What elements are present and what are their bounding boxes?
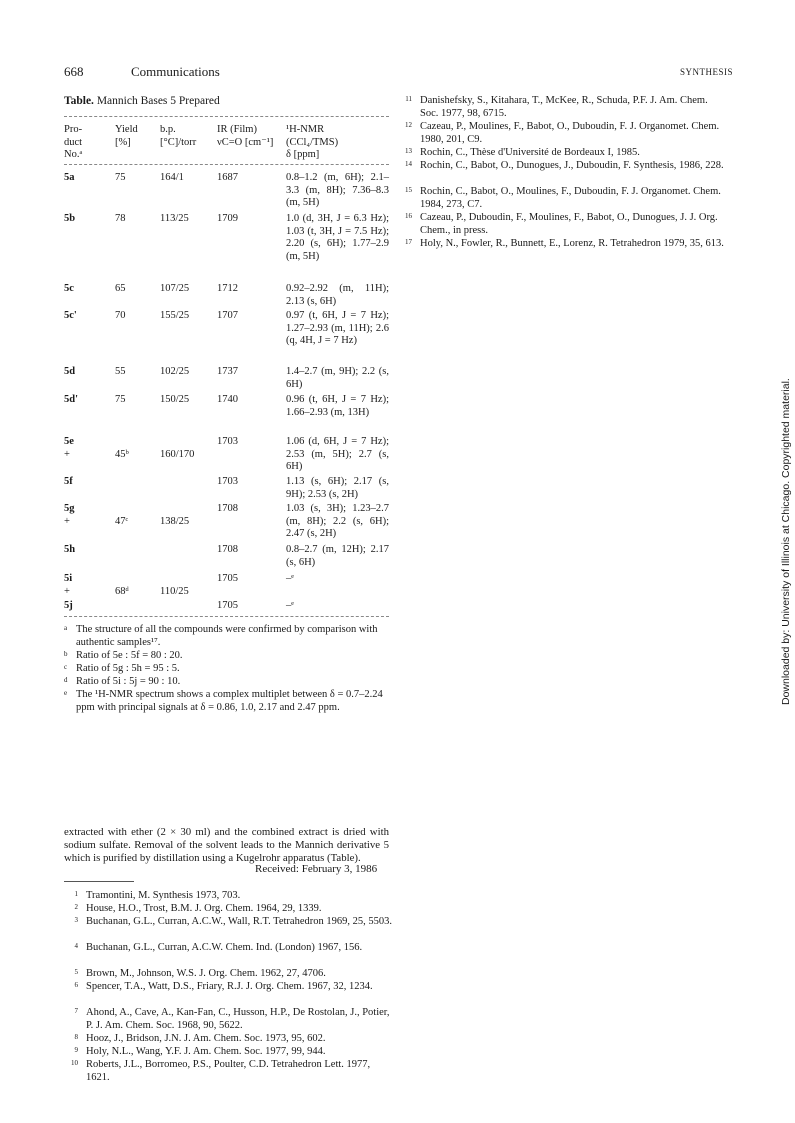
- table-footnote: [64, 663, 390, 676]
- reference-number: 8: [74, 1033, 78, 1041]
- reference-item: [398, 160, 728, 173]
- cell-product: 5f: [64, 476, 73, 487]
- cell-yield: 78: [115, 213, 126, 224]
- cell-ir: 1709: [217, 213, 238, 224]
- received-date: Received: February 3, 1986: [255, 863, 378, 875]
- reference-item: [398, 95, 728, 120]
- reference-text: Buchanan, G.L., Curran, A.C.W., Wall, R.T. Tetrahedron 1969, 25, 5503.: [86, 916, 392, 927]
- cell-product: 5d': [64, 394, 79, 405]
- reference-item: [64, 1007, 394, 1032]
- cell-bp: 113/25: [160, 213, 189, 224]
- reference-item: [64, 903, 394, 916]
- footnote-text: Ratio of 5i : 5j = 90 : 10.: [76, 676, 181, 687]
- header-ir: [217, 124, 273, 149]
- reference-number: 16: [405, 212, 412, 220]
- cell-nmr: 1.0 (d, 3H, J = 6.3 Hz); 1.03 (t, 3H, J = 7.5 Hz); 2.20 (s, 6H); 1.77–2.9 (m, 5H): [286, 213, 389, 262]
- footnote-mark: b: [64, 650, 68, 658]
- cell-ir: 1707: [217, 310, 238, 321]
- footnote-text: The structure of all the compounds were confirmed by comparison with authentic samples¹⁷.: [76, 624, 378, 648]
- body-paragraph: extracted with ether (2 × 30 ml) and the combined extract is dried with sodium sulfate. Removal of the solvent leads to the Mannich derivative 5 which is purified by distillation using a Kugelrohr apparatus (Table).: [64, 826, 389, 864]
- journal-name: SYNTHESIS: [680, 67, 734, 77]
- header-product-line: duct: [64, 136, 83, 148]
- header-product-line: No.ᵃ: [64, 149, 83, 160]
- cell-product: 5a: [64, 172, 75, 183]
- reference-item: [64, 942, 394, 955]
- reference-item: [64, 1033, 394, 1046]
- cell-nmr: 0.97 (t, 6H, J = 7 Hz); 1.27–2.93 (m, 11H); 2.6 (q, 4H, J = 7 Hz): [286, 310, 389, 346]
- reference-number: 12: [405, 121, 412, 129]
- reference-number: 5: [74, 968, 78, 976]
- footnote-text: The ¹H-NMR spectrum shows a complex multiplet between δ = 0.7–2.24 ppm with principal signals at δ = 0.86, 1.0, 2.17 and 2.47 ppm.: [76, 689, 383, 713]
- reference-number: 11: [405, 95, 412, 103]
- cell-nmr: 0.8–2.7 (m, 12H); 2.17 (s, 6H): [286, 544, 389, 568]
- table-caption: [64, 95, 220, 107]
- cell-nmr: 1.03 (s, 3H); 1.23–2.7 (m, 8H); 2.2 (s, 6H); 2.47 (s, 2H): [286, 503, 389, 539]
- reference-text: Rochin, C., Babot, O., Moulines, F., Duboudin, F. J. Organomet. Chem. 1984, 273, C7.: [420, 186, 721, 210]
- cell-nmr: 0.96 (t, 6H, J = 7 Hz); 1.66–2.93 (m, 13H): [286, 394, 389, 418]
- cell-nmr: 0.92–2.92 (m, 11H); 2.13 (s, 6H): [286, 283, 389, 307]
- cell-nmr: 1.4–2.7 (m, 9H); 2.2 (s, 6H): [286, 366, 389, 390]
- cell-ir: 1708: [217, 503, 238, 514]
- reference-text: Rochin, C., Babot, O., Dunogues, J., Duboudin, F. Synthesis, 1986, 228.: [420, 160, 724, 171]
- cell-ir: 1687: [217, 172, 238, 183]
- footnote-mark: d: [64, 676, 68, 684]
- header-yield-line: [%]: [115, 136, 131, 148]
- cell-bp: 138/25: [160, 516, 190, 527]
- cell-product: 5e: [64, 436, 74, 447]
- cell-product: 5i: [64, 573, 73, 584]
- reference-item: [64, 1059, 394, 1084]
- reference-number: 13: [405, 147, 412, 155]
- reference-number: 9: [74, 1046, 78, 1054]
- table-footnote: [64, 624, 390, 649]
- cell-ir: 1737: [217, 366, 238, 377]
- download-watermark: Downloaded by: University of Illinois at Chicago. Copyrighted material.: [780, 378, 792, 705]
- cell-yield: 75: [115, 394, 126, 405]
- cell-product: 5b: [64, 213, 76, 224]
- page-number: 668: [64, 64, 84, 79]
- reference-text: Spencer, T.A., Watt, D.S., Friary, R.J. J. Org. Chem. 1967, 32, 1234.: [86, 981, 373, 992]
- cell-bp: 110/25: [160, 586, 189, 597]
- header-ir-line: νC=O [cm⁻¹]: [217, 136, 274, 148]
- reference-text: Holy, N., Fowler, R., Bunnett, E., Lorenz, R. Tetrahedron 1979, 35, 613.: [420, 238, 724, 249]
- table-caption-text: Mannich Bases 5 Prepared: [93, 95, 220, 107]
- reference-item: [398, 147, 728, 160]
- header-nmr: [286, 124, 338, 162]
- header-bp-line: b.p.: [160, 124, 176, 135]
- reference-text: Ahond, A., Cave, A., Kan-Fan, C., Husson, H.P., De Rostolan, J., Potier, P. J. Am. Chem. Soc. 1968, 90, 5622.: [86, 1007, 390, 1031]
- cell-bp: 102/25: [160, 366, 190, 377]
- cell-product: 5d: [64, 366, 76, 377]
- section-title: Communications: [131, 64, 220, 79]
- table-footnote: [64, 689, 390, 714]
- footnote-text: Ratio of 5e : 5f = 80 : 20.: [76, 650, 183, 661]
- cell-ir: 1740: [217, 394, 238, 405]
- reference-number: 2: [74, 903, 78, 911]
- cell-bp: 160/170: [160, 449, 195, 460]
- header-nmr-line: (CCl₄/TMS): [286, 136, 339, 148]
- cell-ir: 1703: [217, 476, 238, 487]
- cell-yield: 65: [115, 283, 126, 294]
- reference-item: [64, 968, 394, 981]
- header-bp-line: [°C]/torr: [160, 136, 197, 148]
- cell-bp: 150/25: [160, 394, 190, 405]
- cell-product: 5j: [64, 600, 73, 611]
- header-product-line: Pro-: [64, 124, 83, 135]
- reference-number: 7: [74, 1007, 78, 1015]
- reference-item: [64, 981, 394, 994]
- table-caption-label: Table.: [64, 95, 94, 107]
- reference-item: [398, 186, 728, 211]
- header-ir-line: IR (Film): [217, 124, 257, 135]
- cell-ir: 1705: [217, 600, 238, 611]
- cell-bp: 155/25: [160, 310, 190, 321]
- reference-number: 14: [405, 160, 412, 168]
- reference-number: 3: [74, 916, 78, 924]
- reference-item: [64, 890, 394, 903]
- table-header-rule: [64, 164, 389, 165]
- cell-yield: 55: [115, 366, 126, 377]
- table-footnote: [64, 676, 390, 689]
- reference-text: Tramontini, M. Synthesis 1973, 703.: [86, 890, 241, 901]
- reference-text: Cazeau, P., Moulines, F., Babot, O., Duboudin, F. J. Organomet. Chem. 1980, 201, C9.: [420, 121, 720, 145]
- cell-nmr: 0.8–1.2 (m, 6H); 2.1–3.3 (m, 8H); 7.36–8.3 (m, 5H): [286, 172, 389, 208]
- table-footnote: [64, 650, 390, 663]
- reference-number: 10: [71, 1059, 78, 1067]
- header-nmr-line: δ [ppm]: [286, 149, 320, 160]
- cell-product: 5h: [64, 544, 76, 555]
- cell-yield: 45ᵇ: [115, 449, 129, 460]
- references-rule: [64, 881, 134, 882]
- reference-text: Roberts, J.L., Borromeo, P.S., Poulter, C.D. Tetrahedron Lett. 1977, 1621.: [86, 1059, 371, 1083]
- cell-plus: +: [64, 586, 70, 597]
- cell-nmr: 1.13 (s, 6H); 2.17 (s, 9H); 2.53 (s, 2H): [286, 476, 389, 500]
- cell-nmr: 1.06 (d, 6H, J = 7 Hz); 2.53 (m, 5H); 2.7 (s, 6H): [286, 436, 389, 472]
- footnote-mark: c: [64, 663, 68, 671]
- reference-number: 17: [405, 238, 412, 246]
- cell-product: 5g: [64, 503, 75, 514]
- reference-number: 6: [74, 981, 78, 989]
- cell-ir: 1708: [217, 544, 238, 555]
- reference-text: Buchanan, G.L., Curran, A.C.W. Chem. Ind. (London) 1967, 156.: [86, 942, 363, 953]
- reference-number: 4: [74, 942, 78, 950]
- footnote-text: Ratio of 5g : 5h = 95 : 5.: [76, 663, 180, 674]
- reference-item: [398, 212, 728, 237]
- cell-ir: 1705: [217, 573, 238, 584]
- cell-nmr: –ᵉ: [286, 600, 294, 611]
- reference-text: Holy, N.L., Wang, Y.F. J. Am. Chem. Soc. 1977, 99, 944.: [86, 1046, 326, 1057]
- reference-text: Brown, M., Johnson, W.S. J. Org. Chem. 1962, 27, 4706.: [86, 968, 326, 979]
- cell-yield: 75: [115, 172, 126, 183]
- table-bottom-rule: [64, 616, 389, 617]
- footnote-mark: e: [64, 689, 68, 697]
- header-nmr-line: ¹H-NMR: [286, 124, 325, 135]
- cell-plus: +: [64, 449, 70, 460]
- cell-bp: 164/1: [160, 172, 184, 183]
- cell-ir: 1712: [217, 283, 238, 294]
- cell-yield: 47ᶜ: [115, 516, 129, 527]
- header-bp: [160, 124, 196, 149]
- cell-product: 5c: [64, 283, 74, 294]
- header-yield-line: Yield: [115, 124, 138, 135]
- reference-text: Hooz, J., Bridson, J.N. J. Am. Chem. Soc. 1973, 95, 602.: [86, 1033, 326, 1044]
- cell-bp: 107/25: [160, 283, 190, 294]
- reference-item: [64, 1046, 394, 1059]
- reference-text: House, H.O., Trost, B.M. J. Org. Chem. 1964, 29, 1339.: [86, 903, 322, 914]
- reference-item: [64, 916, 394, 929]
- cell-nmr: –ᵉ: [286, 573, 294, 584]
- reference-item: [398, 121, 728, 146]
- cell-yield: 70: [115, 310, 126, 321]
- header-product: [64, 124, 82, 162]
- reference-item: [398, 238, 728, 251]
- reference-text: Cazeau, P., Duboudin, F., Moulines, F., Babot, O., Dunogues, J. J. Org. Chem., in press.: [420, 212, 718, 236]
- cell-ir: 1703: [217, 436, 238, 447]
- table-top-rule: [64, 116, 389, 117]
- reference-text: Danishefsky, S., Kitahara, T., McKee, R., Schuda, P.F. J. Am. Chem. Soc. 1977, 98, 6715.: [420, 95, 708, 119]
- header-yield: [115, 124, 138, 149]
- footnote-mark: a: [64, 624, 68, 632]
- cell-product: 5c': [64, 310, 77, 321]
- reference-text: Rochin, C., Thèse d'Université de Bordeaux I, 1985.: [420, 147, 640, 158]
- reference-number: 15: [405, 186, 412, 194]
- reference-number: 1: [74, 890, 78, 898]
- cell-plus: +: [64, 516, 70, 527]
- cell-yield: 68ᵈ: [115, 586, 129, 597]
